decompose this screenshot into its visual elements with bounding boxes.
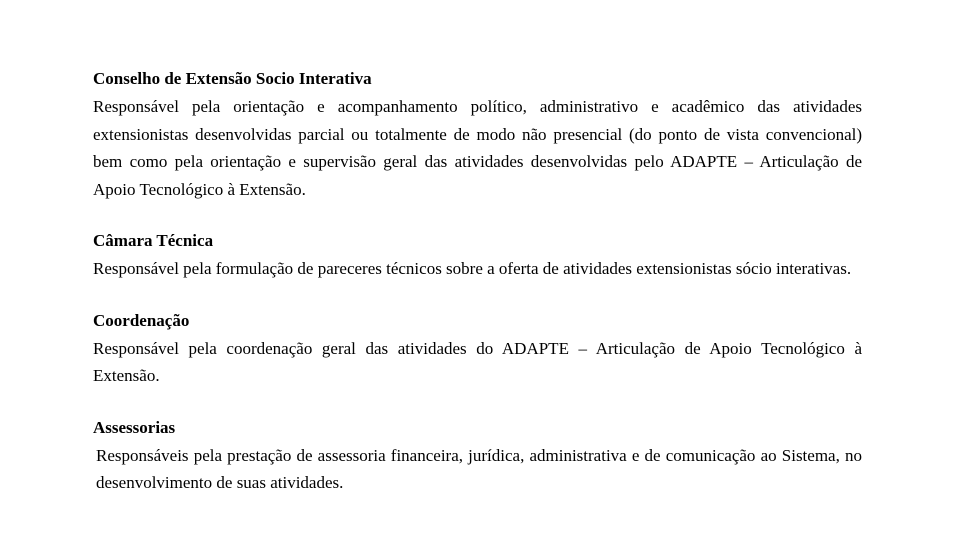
section-heading: Coordenação: [93, 310, 190, 330]
section-coordenacao: [93, 307, 862, 390]
section-heading: Conselho de Extensão Socio Interativa: [93, 69, 372, 88]
section-heading: Câmara Técnica: [93, 231, 214, 250]
section-conselho: [93, 65, 862, 203]
section-paragraph: Responsável pela orientação e acompanhamento político, administrativo e acadêmico das atividades extensionistas desenvolvidas parcial ou totalmente de modo não presencial (do ponto de vista convencional) bem como pela orientação e supervisão geral das atividades desenvolvidas pelo ADAPTE – Articulação de Apoio Tecnológico à Extensão.: [93, 97, 862, 199]
section-paragraph: Responsável pela coordenação geral das atividades do ADAPTE – Articulação de Apoio Tecnológico à Extensão.: [93, 338, 862, 385]
section-heading: Assessorias: [93, 417, 176, 437]
section-camara-tecnica: [93, 227, 862, 283]
section-paragraph: Responsável pela formulação de pareceres técnicos sobre a oferta de atividades extensionistas sócio interativas.: [93, 259, 852, 278]
section-paragraph: Responsáveis pela prestação de assessoria financeira, jurídica, administrativa e de comunicação ao Sistema, no desenvolvimento de suas atividades.: [96, 445, 862, 492]
section-assessorias: [93, 414, 862, 497]
document-page: [93, 65, 862, 521]
